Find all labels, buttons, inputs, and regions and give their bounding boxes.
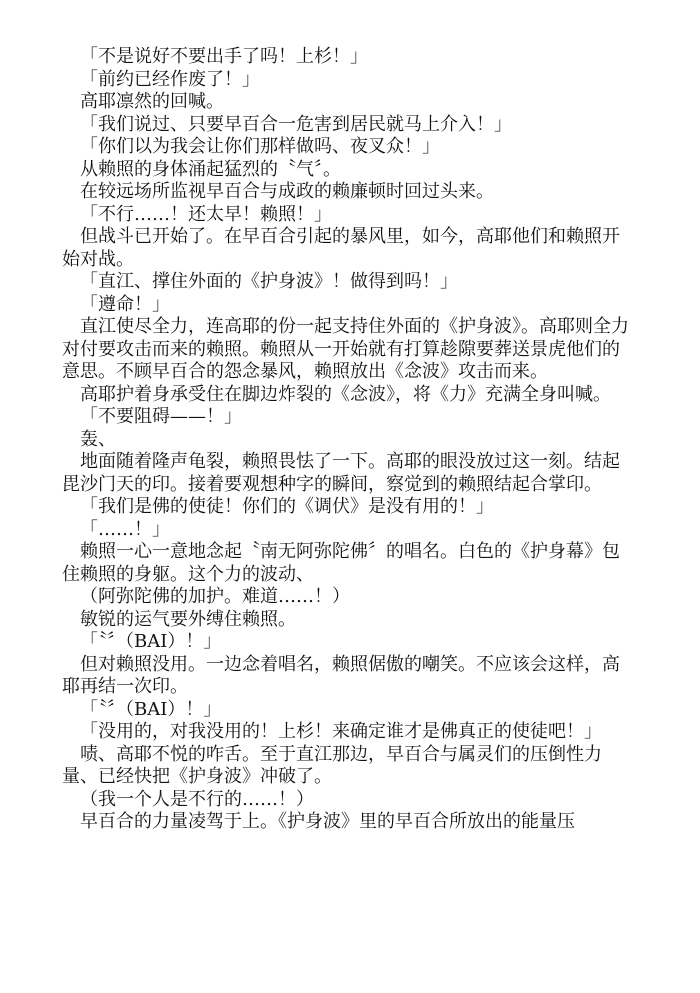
paragraph: （阿弥陀佛的加护。难道……！） bbox=[80, 586, 350, 607]
paragraph: 高耶护着身承受住在脚边炸裂的《念波》，将《力》充满全身叫喊。 bbox=[80, 383, 611, 405]
paragraph: 「前约已经作废了！」 bbox=[80, 68, 260, 90]
paragraph: 从赖照的身体涌起猛烈的〝气〞。 bbox=[80, 158, 341, 180]
paragraph: 「不行……！还太早！赖照！」 bbox=[80, 203, 332, 225]
paragraph: （我一个人是不行的……！） bbox=[80, 788, 314, 810]
paragraph: 「你们以为我会让你们那样做吗、夜叉众！」 bbox=[80, 136, 440, 157]
paragraph: 「我们是佛的使徒！你们的《调伏》是没有用的！」 bbox=[80, 496, 494, 517]
paragraph: 早百合的力量凌驾于上。《护身波》里的早百合所放出的能量压 bbox=[80, 811, 575, 832]
paragraph: 「直江、撑住外面的《护身波》！做得到吗！」 bbox=[80, 271, 458, 292]
paragraph: 敏锐的运气要外缚住赖照。 bbox=[80, 608, 296, 630]
paragraph: 在较远场所监视早百合与成政的赖廉顿时回过头来。 bbox=[80, 181, 494, 202]
paragraph: 但战斗已开始了。在早百合引起的暴风里，如今，高耶他们和赖照开始对战。 bbox=[62, 226, 620, 270]
paragraph: 高耶凛然的回喊。 bbox=[80, 91, 224, 112]
paragraph: 直江使尽全力，连高耶的份一起支持住外面的《护身波》。高耶则全力对付要攻击而来的赖照。赖照从一开始就有打算趁隙要葬送景虎他们的意思。不顾早百合的怨念暴风，赖照放出《念波》攻击而来。 bbox=[62, 316, 629, 382]
paragraph: 「遵命！」 bbox=[80, 293, 170, 315]
paragraph: 「不是说好不要出手了吗！上杉！」 bbox=[80, 46, 368, 67]
paragraph: 「〝〞（BAI）！」 bbox=[80, 631, 222, 652]
paragraph: 「不要阻碍——！」 bbox=[80, 406, 242, 427]
paragraph: 「我们说过、只要早百合一危害到居民就马上介入！」 bbox=[80, 113, 512, 135]
paragraph: 赖照一心一意地念起〝南无阿弥陀佛〞的唱名。白色的《护身幕》包住赖照的身躯。这个力的波动、 bbox=[62, 541, 620, 585]
paragraph: 「〝〞（BAI）！」 bbox=[80, 698, 222, 720]
paragraph: 啧、高耶不悦的咋舌。至于直江那边，早百合与属灵们的压倒性力量、已经快把《护身波》冲破了。 bbox=[62, 743, 602, 787]
document-page bbox=[62, 46, 637, 834]
paragraph: 地面随着隆声龟裂，赖照畏怯了一下。高耶的眼没放过这一刻。结起毘沙门天的印。接着要观想种字的瞬间，察觉到的赖照结起合掌印。 bbox=[62, 451, 620, 495]
paragraph: 轰、 bbox=[80, 428, 116, 450]
paragraph: 「……！」 bbox=[80, 518, 170, 540]
paragraph: 但对赖照没用。一边念着唱名，赖照倨傲的嘲笑。不应该会这样，高耶再结一次印。 bbox=[62, 653, 620, 697]
paragraph: 「没用的，对我没用的！上杉！来确定谁才是佛真正的使徒吧！」 bbox=[80, 721, 602, 742]
